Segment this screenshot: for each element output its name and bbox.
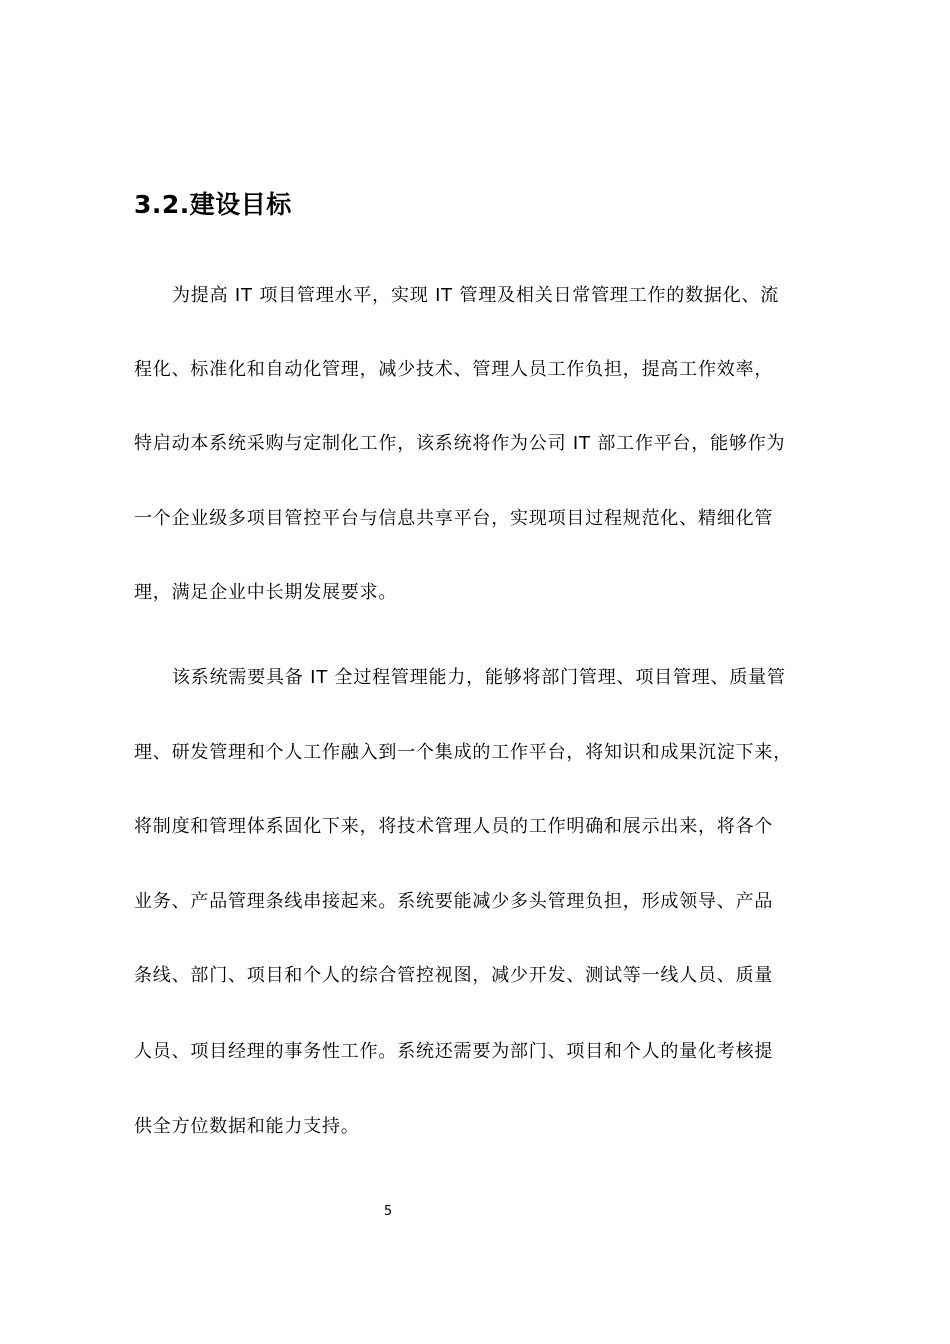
paragraph-line: 供全方位数据和能力支持。 (134, 1116, 360, 1137)
paragraph-line: 条线、部门、项目和个人的综合管控视图，减少开发、测试等一线人员、质量 (134, 965, 774, 986)
section-heading: 3.2.建设目标 (134, 190, 292, 219)
paragraph-line: 特启动本系统采购与定制化工作，该系统将作为公司 IT 部工作平台，能够作为 (134, 433, 786, 454)
paragraph-line: 一个企业级多项目管控平台与信息共享平台，实现项目过程规范化、精细化管 (134, 508, 774, 529)
paragraph-line: 人员、项目经理的事务性工作。系统还需要为部门、项目和个人的量化考核提 (134, 1041, 774, 1062)
paragraph-line: 程化、标准化和自动化管理，减少技术、管理人员工作负担，提高工作效率， (134, 359, 774, 380)
paragraph-line: 业务、产品管理条线串接起来。系统要能减少多头管理负担，形成领导、产品 (134, 891, 774, 912)
page-number: 5 (383, 1204, 393, 1219)
paragraph-line: 理，满足企业中长期发展要求。 (134, 582, 398, 603)
paragraph-line: 理、研发管理和个人工作融入到一个集成的工作平台，将知识和成果沉淀下来， (134, 742, 792, 763)
paragraph-line: 为提高 IT 项目管理水平，实现 IT 管理及相关日常管理工作的数据化、流 (172, 285, 780, 306)
paragraph-line: 将制度和管理体系固化下来，将技术管理人员的工作明确和展示出来，将各个 (134, 816, 774, 837)
paragraph-line: 该系统需要具备 IT 全过程管理能力，能够将部门管理、项目管理、质量管 (172, 667, 786, 688)
